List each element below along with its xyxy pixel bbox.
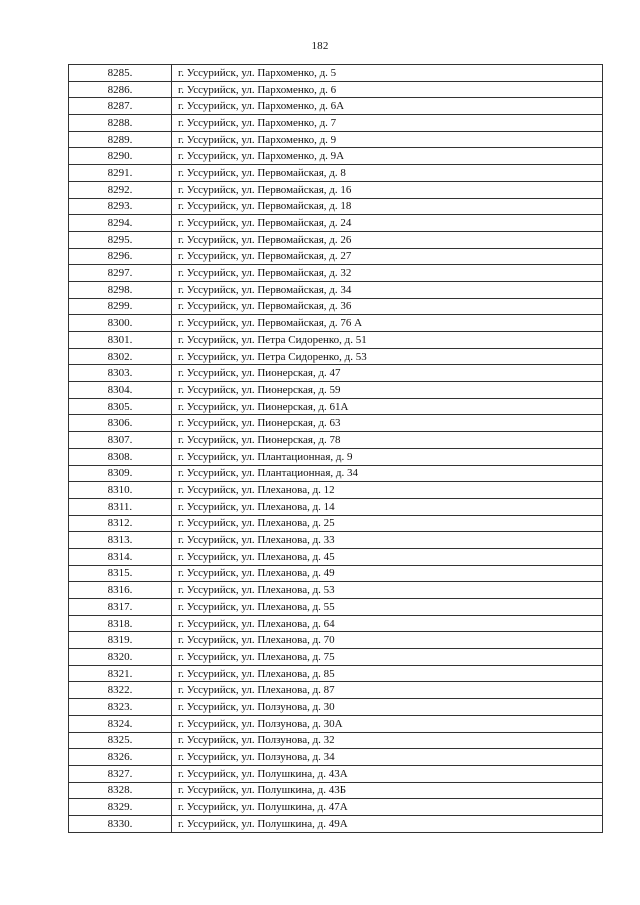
table-row: [69, 548, 603, 565]
table-row: [69, 265, 603, 282]
row-address: г. Уссурийск, ул. Первомайская, д. 34: [172, 281, 603, 298]
table-row: [69, 315, 603, 332]
row-number: 8325.: [69, 732, 172, 749]
row-number: 8311.: [69, 498, 172, 515]
table-row: [69, 148, 603, 165]
row-number: 8316.: [69, 582, 172, 599]
row-address: г. Уссурийск, ул. Ползунова, д. 30А: [172, 715, 603, 732]
table-row: [69, 332, 603, 349]
row-address: г. Уссурийск, ул. Первомайская, д. 18: [172, 198, 603, 215]
page-number: 182: [311, 40, 329, 52]
row-number: 8304.: [69, 382, 172, 399]
row-number: 8313.: [69, 532, 172, 549]
row-number: 8326.: [69, 749, 172, 766]
table-row: [69, 231, 603, 248]
row-number: 8286.: [69, 81, 172, 98]
table-row: [69, 465, 603, 482]
table-row: [69, 298, 603, 315]
row-number: 8299.: [69, 298, 172, 315]
table-row: [69, 398, 603, 415]
row-number: 8317.: [69, 599, 172, 616]
row-number: 8312.: [69, 515, 172, 532]
row-address: г. Уссурийск, ул. Плеханова, д. 85: [172, 665, 603, 682]
row-number: 8324.: [69, 715, 172, 732]
table-row: [69, 749, 603, 766]
row-number: 8295.: [69, 231, 172, 248]
table-row: [69, 649, 603, 666]
table-row: [69, 699, 603, 716]
table-row: [69, 448, 603, 465]
row-address: г. Уссурийск, ул. Плеханова, д. 55: [172, 599, 603, 616]
table-row: [69, 582, 603, 599]
row-address: г. Уссурийск, ул. Плеханова, д. 14: [172, 498, 603, 515]
row-number: 8330.: [69, 815, 172, 832]
row-number: 8305.: [69, 398, 172, 415]
table-row: [69, 799, 603, 816]
row-number: 8297.: [69, 265, 172, 282]
row-address: г. Уссурийск, ул. Пархоменко, д. 5: [172, 65, 603, 82]
table-row: [69, 599, 603, 616]
row-number: 8292.: [69, 181, 172, 198]
row-number: 8301.: [69, 332, 172, 349]
row-number: 8320.: [69, 649, 172, 666]
row-number: 8308.: [69, 448, 172, 465]
address-table-body: [69, 65, 603, 833]
row-address: г. Уссурийск, ул. Первомайская, д. 26: [172, 231, 603, 248]
row-address: г. Уссурийск, ул. Пархоменко, д. 9: [172, 131, 603, 148]
table-row: [69, 432, 603, 449]
table-row: [69, 498, 603, 515]
row-number: 8321.: [69, 665, 172, 682]
table-row: [69, 482, 603, 499]
row-address: г. Уссурийск, ул. Полушкина, д. 49А: [172, 815, 603, 832]
row-number: 8300.: [69, 315, 172, 332]
table-row: [69, 682, 603, 699]
table-row: [69, 81, 603, 98]
row-address: г. Уссурийск, ул. Первомайская, д. 32: [172, 265, 603, 282]
row-address: г. Уссурийск, ул. Первомайская, д. 24: [172, 215, 603, 232]
row-number: 8310.: [69, 482, 172, 499]
table-row: [69, 215, 603, 232]
row-address: г. Уссурийск, ул. Первомайская, д. 36: [172, 298, 603, 315]
table-row: [69, 532, 603, 549]
row-address: г. Уссурийск, ул. Пионерская, д. 61А: [172, 398, 603, 415]
table-row: [69, 815, 603, 832]
table-row: [69, 348, 603, 365]
row-address: г. Уссурийск, ул. Пархоменко, д. 9А: [172, 148, 603, 165]
row-number: 8306.: [69, 415, 172, 432]
row-number: 8307.: [69, 432, 172, 449]
row-number: 8287.: [69, 98, 172, 115]
table-row: [69, 565, 603, 582]
row-number: 8294.: [69, 215, 172, 232]
address-table: [68, 64, 603, 833]
row-address: г. Уссурийск, ул. Полушкина, д. 47А: [172, 799, 603, 816]
row-number: 8290.: [69, 148, 172, 165]
row-address: г. Уссурийск, ул. Пархоменко, д. 6: [172, 81, 603, 98]
table-row: [69, 732, 603, 749]
row-number: 8303.: [69, 365, 172, 382]
row-address: г. Уссурийск, ул. Плантационная, д. 34: [172, 465, 603, 482]
row-address: г. Уссурийск, ул. Плеханова, д. 75: [172, 649, 603, 666]
table-row: [69, 281, 603, 298]
row-number: 8289.: [69, 131, 172, 148]
table-row: [69, 382, 603, 399]
table-row: [69, 415, 603, 432]
table-row: [69, 715, 603, 732]
table-row: [69, 632, 603, 649]
table-row: [69, 615, 603, 632]
row-address: г. Уссурийск, ул. Пархоменко, д. 7: [172, 115, 603, 132]
row-number: 8315.: [69, 565, 172, 582]
row-number: 8302.: [69, 348, 172, 365]
table-row: [69, 181, 603, 198]
row-number: 8319.: [69, 632, 172, 649]
row-address: г. Уссурийск, ул. Пархоменко, д. 6А: [172, 98, 603, 115]
row-address: г. Уссурийск, ул. Плеханова, д. 25: [172, 515, 603, 532]
row-number: 8291.: [69, 165, 172, 182]
row-address: г. Уссурийск, ул. Пионерская, д. 59: [172, 382, 603, 399]
table-row: [69, 165, 603, 182]
row-number: 8288.: [69, 115, 172, 132]
row-number: 8309.: [69, 465, 172, 482]
table-row: [69, 665, 603, 682]
row-address: г. Уссурийск, ул. Плеханова, д. 33: [172, 532, 603, 549]
row-number: 8323.: [69, 699, 172, 716]
row-number: 8327.: [69, 765, 172, 782]
row-address: г. Уссурийск, ул. Плеханова, д. 12: [172, 482, 603, 499]
row-address: г. Уссурийск, ул. Ползунова, д. 30: [172, 699, 603, 716]
row-number: 8293.: [69, 198, 172, 215]
row-address: г. Уссурийск, ул. Пионерская, д. 63: [172, 415, 603, 432]
row-address: г. Уссурийск, ул. Плеханова, д. 87: [172, 682, 603, 699]
table-row: [69, 248, 603, 265]
row-address: г. Уссурийск, ул. Плеханова, д. 53: [172, 582, 603, 599]
row-number: 8328.: [69, 782, 172, 799]
row-address: г. Уссурийск, ул. Плеханова, д. 70: [172, 632, 603, 649]
row-address: г. Уссурийск, ул. Первомайская, д. 16: [172, 181, 603, 198]
row-number: 8298.: [69, 281, 172, 298]
table-row: [69, 115, 603, 132]
table-row: [69, 765, 603, 782]
row-number: 8296.: [69, 248, 172, 265]
row-address: г. Уссурийск, ул. Первомайская, д. 8: [172, 165, 603, 182]
row-address: г. Уссурийск, ул. Плеханова, д. 64: [172, 615, 603, 632]
row-address: г. Уссурийск, ул. Ползунова, д. 32: [172, 732, 603, 749]
table-row: [69, 98, 603, 115]
table-row: [69, 515, 603, 532]
table-row: [69, 782, 603, 799]
row-number: 8322.: [69, 682, 172, 699]
table-row: [69, 365, 603, 382]
table-row: [69, 131, 603, 148]
row-address: г. Уссурийск, ул. Плантационная, д. 9: [172, 448, 603, 465]
row-number: 8329.: [69, 799, 172, 816]
row-address: г. Уссурийск, ул. Ползунова, д. 34: [172, 749, 603, 766]
row-address: г. Уссурийск, ул. Плеханова, д. 45: [172, 548, 603, 565]
row-number: 8314.: [69, 548, 172, 565]
row-address: г. Уссурийск, ул. Пионерская, д. 47: [172, 365, 603, 382]
row-address: г. Уссурийск, ул. Петра Сидоренко, д. 53: [172, 348, 603, 365]
row-address: г. Уссурийск, ул. Первомайская, д. 27: [172, 248, 603, 265]
table-row: [69, 65, 603, 82]
table-row: [69, 198, 603, 215]
row-number: 8318.: [69, 615, 172, 632]
row-address: г. Уссурийск, ул. Полушкина, д. 43А: [172, 765, 603, 782]
row-address: г. Уссурийск, ул. Плеханова, д. 49: [172, 565, 603, 582]
row-address: г. Уссурийск, ул. Полушкина, д. 43Б: [172, 782, 603, 799]
row-number: 8285.: [69, 65, 172, 82]
row-address: г. Уссурийск, ул. Петра Сидоренко, д. 51: [172, 332, 603, 349]
row-address: г. Уссурийск, ул. Первомайская, д. 76 А: [172, 315, 603, 332]
row-address: г. Уссурийск, ул. Пионерская, д. 78: [172, 432, 603, 449]
